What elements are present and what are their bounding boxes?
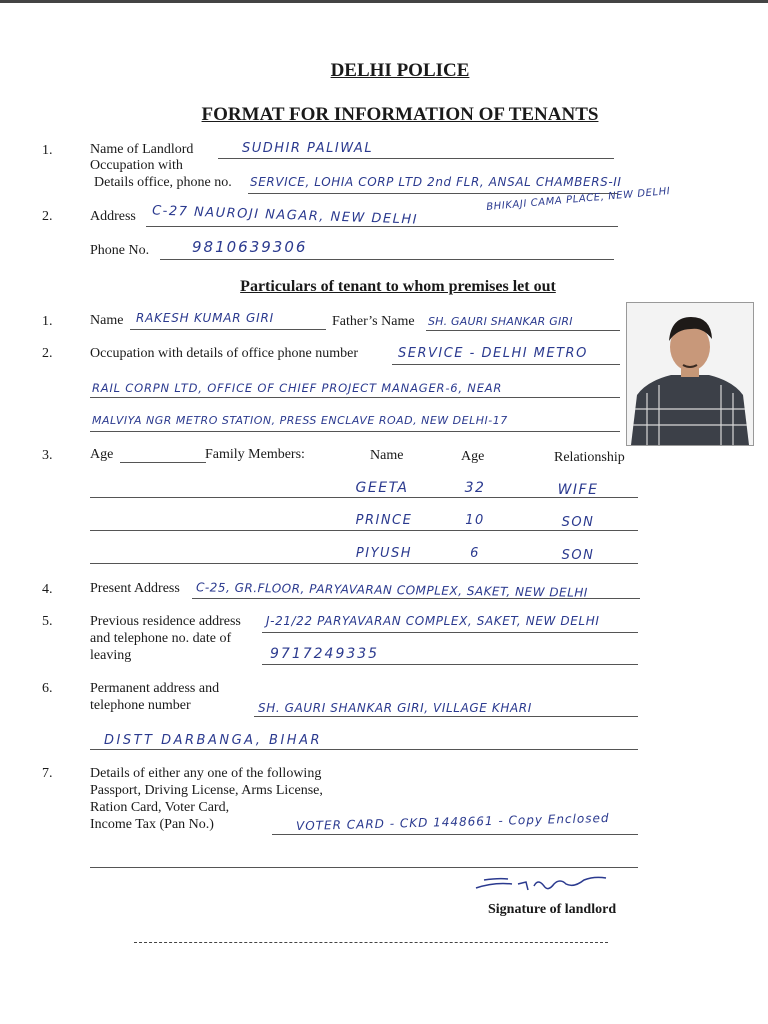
- tenant-occupation-line-3: [90, 431, 620, 432]
- landlord-occupation-value[interactable]: SERVICE, LOHIA CORP LTD 2nd FLR, ANSAL CHAMBERS-II: [250, 175, 622, 189]
- landlord-occupation-value-2[interactable]: BHIKAJI CAMA PLACE, NEW DELHI: [485, 185, 671, 214]
- item-number: 2.: [42, 209, 53, 224]
- previous-address-label-1: Previous residence address: [90, 614, 241, 629]
- item-number: 6.: [42, 681, 53, 696]
- landlord-name-label: Name of Landlord: [90, 142, 194, 157]
- col-relationship-header: Relationship: [554, 450, 625, 465]
- landlord-name-value[interactable]: SUDHIR PALIWAL: [242, 141, 374, 156]
- tenant-photo: [626, 302, 754, 446]
- previous-phone-line: [262, 664, 638, 665]
- landlord-phone-label: Phone No.: [90, 243, 150, 258]
- age-label: Age: [90, 447, 114, 462]
- person-photo-icon: [627, 303, 753, 445]
- id-details-line: [272, 834, 638, 835]
- extra-line: [90, 867, 638, 868]
- tenant-occupation-label: Occupation with details of office phone number: [90, 346, 358, 361]
- permanent-address-line-2: [90, 749, 638, 750]
- col-name-header: Name: [370, 448, 404, 463]
- age-line: [120, 462, 206, 463]
- family-member-age[interactable]: 6: [470, 546, 480, 561]
- occupation-line: [248, 193, 618, 194]
- family-member-name[interactable]: GEETA: [355, 480, 409, 496]
- family-member-relationship[interactable]: WIFE: [557, 482, 599, 498]
- previous-phone-value[interactable]: 9717249335: [270, 646, 380, 662]
- permanent-address-value-1[interactable]: SH. GAURI SHANKAR GIRI, VILLAGE KHARI: [258, 701, 532, 715]
- father-name-value[interactable]: SH. GAURI SHANKAR GIRI: [428, 315, 573, 328]
- tenant-occupation-line: [392, 364, 620, 365]
- item-number: 7.: [42, 766, 53, 781]
- occupation-label: Occupation with: [90, 158, 183, 173]
- present-address-value[interactable]: C-25, GR.FLOOR, PARYAVARAN COMPLEX, SAKET, NEW DELHI: [195, 580, 589, 600]
- permanent-address-value-2[interactable]: DISTT DARBANGA, BIHAR: [104, 733, 323, 748]
- previous-address-label-3: leaving: [90, 648, 132, 663]
- item-number: 2.: [42, 346, 53, 361]
- landlord-phone-line: [160, 259, 614, 260]
- landlord-signature-icon: [474, 870, 614, 896]
- family-member-age[interactable]: 10: [465, 513, 485, 528]
- family-members-label: Family Members:: [205, 447, 305, 462]
- landlord-address-label: Address: [90, 209, 136, 224]
- present-address-label: Present Address: [90, 581, 180, 596]
- org-title: DELHI POLICE: [330, 60, 470, 81]
- signature-label: Signature of landlord: [488, 902, 617, 917]
- father-name-line: [426, 330, 620, 331]
- family-member-name[interactable]: PIYUSH: [355, 546, 413, 561]
- tenant-name-line: [130, 329, 326, 330]
- tenant-occupation-value-3[interactable]: MALVIYA NGR METRO STATION, PRESS ENCLAVE ROAD, NEW DELHI-17: [92, 414, 508, 427]
- permanent-address-label-1: Permanent address and: [90, 681, 220, 696]
- family-row-line: [90, 530, 638, 531]
- previous-address-line: [262, 632, 638, 633]
- tenant-heading: Particulars of tenant to whom premises let out: [240, 278, 556, 295]
- landlord-address-value[interactable]: C-27 NAUROJI NAGAR, NEW DELHI: [151, 203, 419, 228]
- col-age-header: Age: [461, 449, 485, 464]
- landlord-name-line: [218, 158, 614, 159]
- father-name-label: Father’s Name: [332, 314, 415, 329]
- tenant-occupation-value-2[interactable]: RAIL CORPN LTD, OFFICE OF CHIEF PROJECT MANAGER-6, NEAR: [92, 381, 503, 395]
- landlord-phone-value[interactable]: 9810639306: [192, 238, 308, 256]
- form-title: FORMAT FOR INFORMATION OF TENANTS: [201, 104, 599, 125]
- id-details-value[interactable]: VOTER CARD - CKD 1448661 - Copy Enclosed: [295, 810, 610, 834]
- id-details-label-4: Income Tax (Pan No.): [90, 817, 214, 832]
- permanent-address-label-2: telephone number: [90, 698, 191, 713]
- item-number: 4.: [42, 582, 53, 597]
- item-number: 5.: [42, 614, 53, 629]
- family-row-line: [90, 563, 638, 564]
- item-number: 1.: [42, 314, 53, 329]
- id-details-label-3: Ration Card, Voter Card,: [90, 800, 230, 815]
- previous-address-label-2: and telephone no. date of: [90, 631, 232, 646]
- details-label: Details office, phone no.: [94, 175, 232, 190]
- previous-address-value[interactable]: J-21/22 PARYAVARAN COMPLEX, SAKET, NEW DELHI: [266, 614, 600, 628]
- item-number: 3.: [42, 448, 53, 463]
- tenant-occupation-value-1[interactable]: SERVICE - DELHI METRO: [398, 346, 588, 361]
- id-details-label-1: Details of either any one of the following: [90, 766, 322, 781]
- id-details-label-2: Passport, Driving License, Arms License,: [90, 783, 323, 798]
- tenant-name-value[interactable]: RAKESH KUMAR GIRI: [136, 311, 274, 325]
- family-member-age[interactable]: 32: [464, 480, 486, 496]
- family-member-relationship[interactable]: SON: [561, 515, 595, 530]
- family-member-name[interactable]: PRINCE: [355, 513, 413, 528]
- tenant-name-label: Name: [90, 313, 124, 328]
- tenant-occupation-line-2: [90, 397, 620, 398]
- permanent-address-line: [254, 716, 638, 717]
- footer-dashed-line: [134, 942, 608, 943]
- family-member-relationship[interactable]: SON: [561, 548, 595, 563]
- item-number: 1.: [42, 143, 53, 158]
- scan-top-edge: [0, 0, 768, 3]
